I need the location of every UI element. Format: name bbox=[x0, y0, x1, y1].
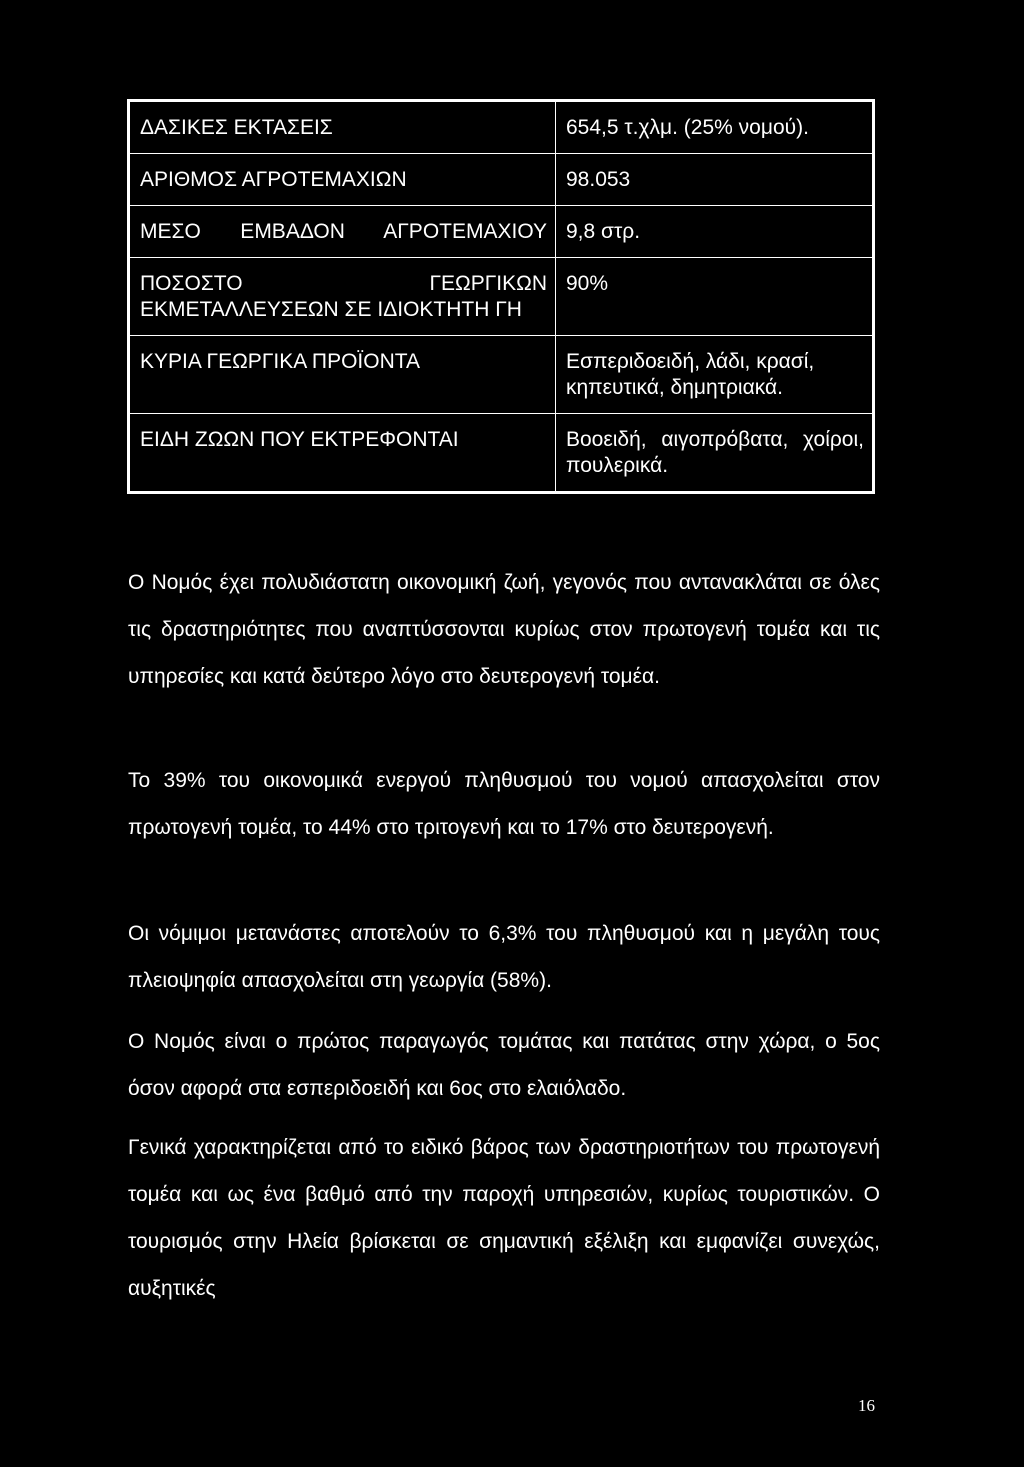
row-value-owned-land-percentage: 90% bbox=[556, 258, 873, 336]
table-row bbox=[130, 414, 873, 492]
paragraph-employment-by-sector bbox=[128, 757, 880, 851]
statistics-table-container bbox=[127, 99, 875, 494]
table-row bbox=[130, 336, 873, 414]
row-label-average-plot-area: ΜΕΣΟ ΕΜΒΑΔΟΝ ΑΓΡΟΤΕΜΑΧΙΟΥ bbox=[130, 206, 556, 258]
row-value-plot-count: 98.053 bbox=[556, 154, 873, 206]
row-label-main-products: ΚΥΡΙΑ ΓΕΩΡΓΙΚΑ ΠΡΟΪΟΝΤΑ bbox=[130, 336, 556, 414]
row-label-forest-areas: ΔΑΣΙΚΕΣ ΕΚΤΑΣΕΙΣ bbox=[130, 102, 556, 154]
statistics-table bbox=[129, 101, 873, 492]
paragraph-migrants bbox=[128, 910, 880, 1004]
paragraph-production-ranking bbox=[128, 1018, 880, 1112]
paragraph-text: Οι νόμιμοι μετανάστες αποτελούν το 6,3% του πληθυσμού και η μεγάλη τους πλειοψηφία απασχολείται στη γεωργία (58%). bbox=[128, 922, 880, 992]
table-row bbox=[130, 154, 873, 206]
row-label-owned-land-percentage: ΠΟΣΟΣΤΟ ΓΕΩΡΓΙΚΩΝ ΕΚΜΕΤΑΛΛΕΥΣΕΩΝ ΣΕ ΙΔΙΟΚΤΗΤΗ ΓΗ bbox=[130, 258, 556, 336]
paragraph-text: Το 39% του οικονομικά ενεργού πληθυσμού του νομού απασχολείται στον πρωτογενή τομέα, το 44% στο τριτογενή και το 17% στο δευτερογενή. bbox=[128, 769, 880, 839]
paragraph-text: Ο Νομός έχει πολυδιάστατη οικονομική ζωή, γεγονός που αντανακλάται σε όλες τις δραστηριότητες που αναπτύσσονται κυρίως στον πρωτογενή τομέα και τις υπηρεσίες και κατά δεύτερο λόγο στο δευτερογενή τομέα. bbox=[128, 571, 880, 688]
paragraph-text: Ο Νομός είναι ο πρώτος παραγωγός τομάτας και πατάτας στην χώρα, ο 5ος όσον αφορά στα εσπεριδοειδή και 6ος στο ελαιόλαδο. bbox=[128, 1030, 880, 1100]
table-row bbox=[130, 206, 873, 258]
row-value-main-products: Εσπεριδοειδή, λάδι, κρασί, κηπευτικά, δημητριακά. bbox=[556, 336, 873, 414]
row-label-livestock-types: ΕΙΔΗ ΖΩΩΝ ΠΟΥ ΕΚΤΡΕΦΟΝΤΑΙ bbox=[130, 414, 556, 492]
paragraph-economy-overview bbox=[128, 559, 880, 700]
page-number: 16 bbox=[858, 1396, 875, 1415]
row-value-forest-areas: 654,5 τ.χλμ. (25% νομού). bbox=[556, 102, 873, 154]
table-row bbox=[130, 258, 873, 336]
paragraph-tourism bbox=[128, 1124, 880, 1312]
table-row bbox=[130, 102, 873, 154]
row-value-livestock-types: Βοοειδή, αιγοπρόβατα, χοίροι, πουλερικά. bbox=[556, 414, 873, 492]
row-value-average-plot-area: 9,8 στρ. bbox=[556, 206, 873, 258]
row-label-plot-count: ΑΡΙΘΜΟΣ ΑΓΡΟΤΕΜΑΧΙΩΝ bbox=[130, 154, 556, 206]
paragraph-text: Γενικά χαρακτηρίζεται από το ειδικό βάρος των δραστηριοτήτων του πρωτογενή τομέα και ως ένα βαθμό από την παροχή υπηρεσιών, κυρίως τουριστικών. Ο τουρισμός στην Ηλεία βρίσκεται σε σημαντική εξέλιξη και εμφανίζει συνεχώς, αυξητικές bbox=[128, 1136, 880, 1300]
